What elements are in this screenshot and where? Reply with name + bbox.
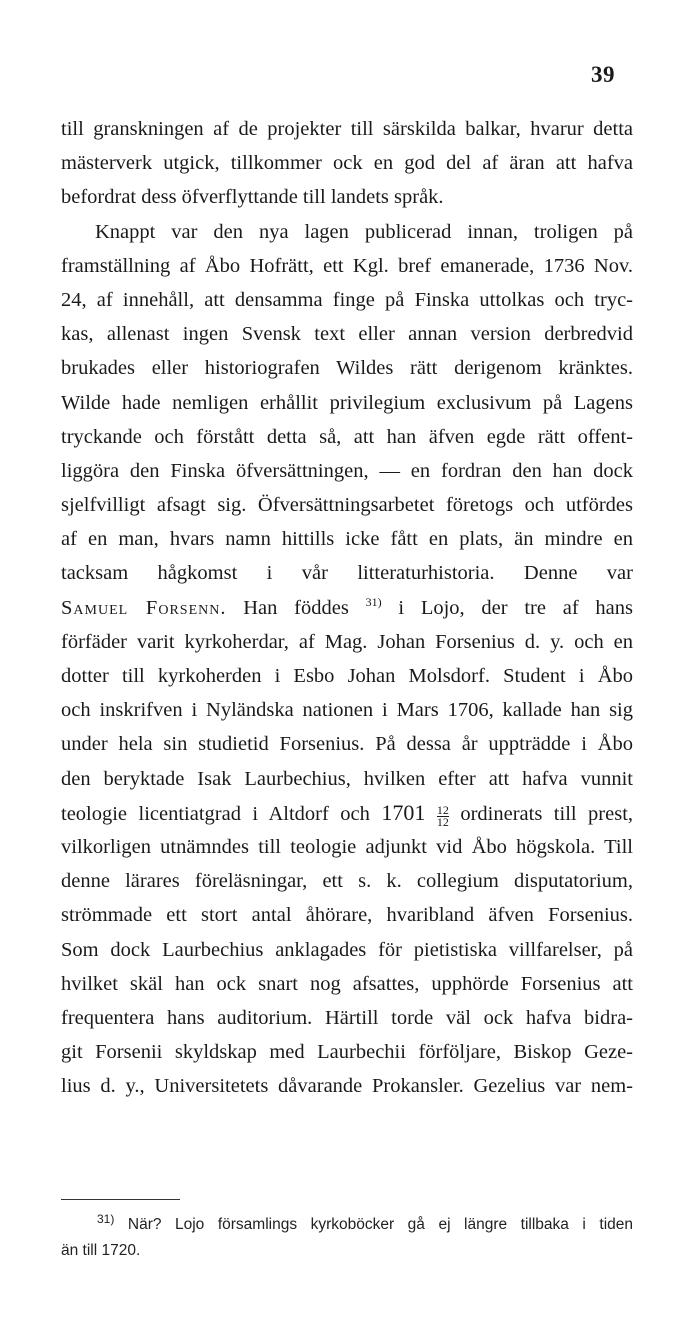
footnote-reference: 31) [365, 594, 382, 609]
footnote-divider [61, 1199, 180, 1200]
text-line-1: till granskningen af de projekter till särskilda balkar, hvarur detta [61, 118, 633, 140]
text-line-16: förfäder varit kyrkoherdar, af Mag. Johan Forsenius d. y. och en [61, 630, 633, 653]
line15-after-sup: i Lojo, der tre af hans [398, 596, 633, 619]
text-line-19: under hela sin studietid Forsenius. På dessa år uppträdde i Åbo [61, 733, 633, 756]
fraction-numerator: 12 [436, 802, 449, 817]
text-line-2: mästerverk utgick, tillkommer ock en god del af äran att hafva [61, 152, 633, 175]
fraction-denominator: 12 [436, 814, 449, 829]
text-line-25: Som dock Laurbechius anklagades för pietistiska villfarelser, på [61, 938, 633, 961]
footnote-line-1: $^{31)}$ När? Lojo församlings kyrkoböcker gå ej längre tillbaka i tiden [97, 1211, 633, 1233]
line21-before: teologie licentiatgrad i Altdorf och [61, 802, 370, 825]
text-line-21 [61, 796, 633, 830]
text-line-20: den beryktade Isak Laurbechius, hvilken efter att hafva vunnit [61, 767, 633, 790]
text-line-10: tryckande och förstått detta så, att han äfven egde rätt offent- [61, 425, 633, 448]
footnote-line-2: än till 1720. [61, 1242, 141, 1259]
page-number: 39 [591, 62, 615, 87]
text-line-27: frequentera hans auditorium. Härtill torde väl ock hafva bidra- [61, 1006, 633, 1029]
text-line-12: sjelfvilligt afsagt sig. Öfversättningsarbetet företogs och utfördes [61, 494, 633, 517]
person-name: Samuel Forsenn. [61, 596, 227, 619]
text-line-18: och inskrifven i Nyländska nationen i Mars 1706, kallade han sig [61, 699, 633, 722]
text-line-29: lius d. y., Universitetets dåvarande Prokansler. Gezelius var nem- [61, 1075, 633, 1098]
text-line-11: liggöra den Finska öfversättningen, — en fordran den han dock [61, 459, 633, 482]
text-line-24: strömmade ett stort antal åhörare, hvaribland äfven Forsenius. [61, 904, 633, 927]
text-line-28: git Forsenii skyldskap med Laurbechii förföljare, Biskop Geze- [61, 1041, 633, 1064]
text-line-9: Wilde hade nemligen erhållit privilegium exclusivum på Lagens [61, 391, 633, 414]
text-line-26: hvilket skäl han ock snart nog afsattes, upphörde Forsenius att [61, 972, 633, 995]
text-line-13: af en man, hvars namn hittills icke fått en plats, än mindre en [61, 528, 633, 551]
text-line-3: befordrat dess öfverflyttande till landets språk. [61, 186, 444, 209]
text-line-22: vilkorligen utnämndes till teologie adjunkt vid Åbo högskola. Till [61, 835, 633, 858]
line15-before-sup: Han föddes [243, 596, 349, 619]
text-line-4: Knappt var den nya lagen publicerad innan, troligen på [95, 220, 633, 243]
date-fraction [436, 802, 449, 829]
footnote-marker: 31) [97, 1211, 115, 1226]
text-line-14: tacksam hågkomst i vår litteraturhistoria. Denne var [61, 562, 633, 585]
line21-after: ordinerats till prest, [460, 802, 633, 825]
text-line-8: brukades eller historiografen Wildes rätt derigenom kränktes. [61, 357, 633, 380]
year-1701: 1701 [381, 799, 426, 825]
text-line-23: denne lärares föreläsningar, ett s. k. collegium disputatorium, [61, 870, 633, 893]
text-line-6: 24, af innehåll, att densamma finge på Finska uttolkas och tryc- [61, 288, 633, 311]
text-line-5: framställning af Åbo Hofrätt, ett Kgl. bref emanerade, 1736 Nov. [61, 254, 633, 277]
text-line-17: dotter till kyrkoherden i Esbo Johan Molsdorf. Student i Åbo [61, 665, 633, 687]
text-line-15 [61, 591, 633, 625]
footnote [61, 1212, 633, 1264]
body-text [61, 112, 633, 1103]
text-line-7: kas, allenast ingen Svensk text eller annan version derbredvid [61, 323, 633, 346]
